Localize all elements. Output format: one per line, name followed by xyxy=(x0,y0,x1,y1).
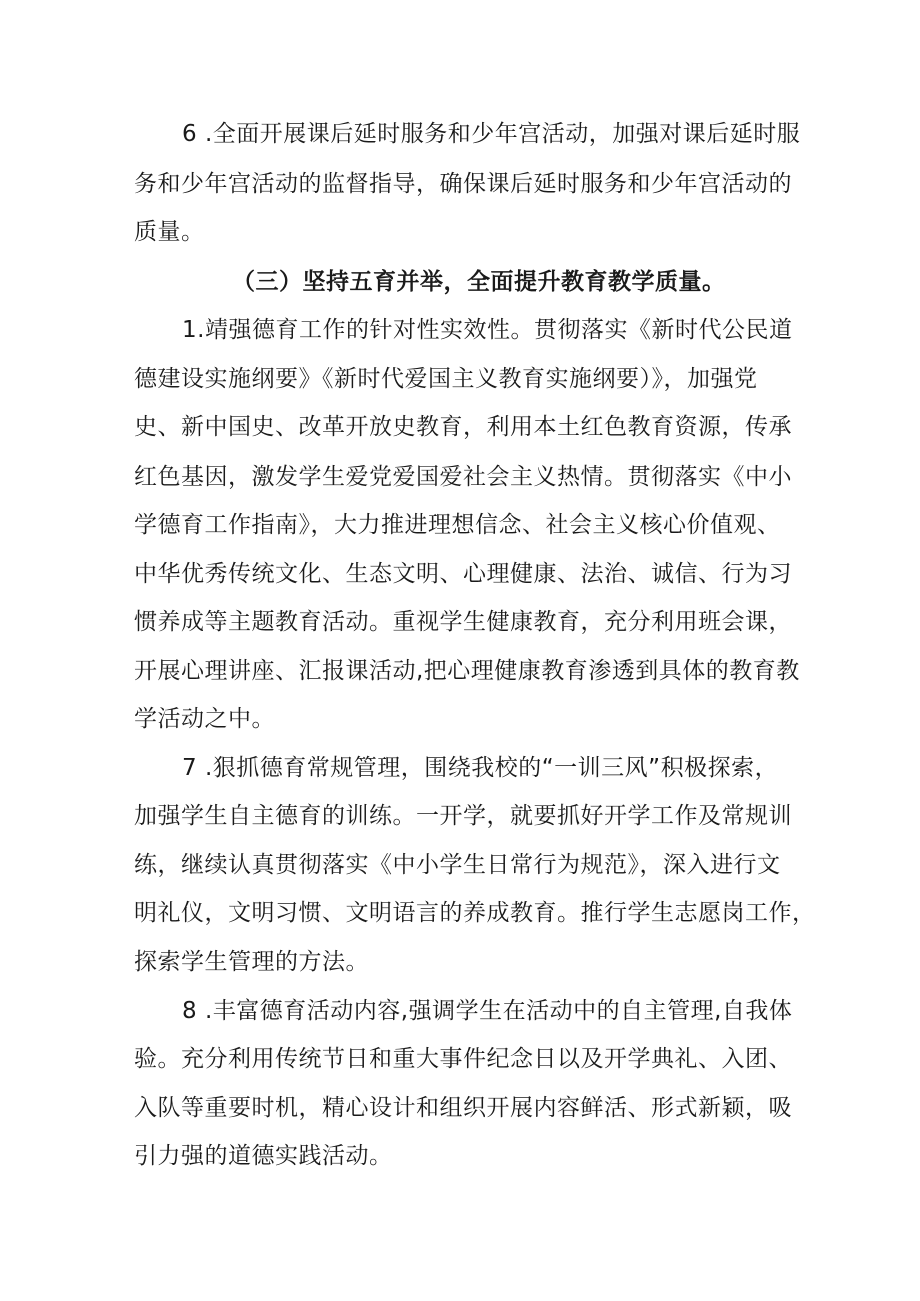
paragraph-7-line-5: 探索学生管理的方法。 xyxy=(134,949,369,975)
paragraph-7-line-1: 7 .狠抓德育常规管理，围绕我校的“一训三风”积极探索， xyxy=(182,755,779,781)
paragraph-7-line-3: 练，继续认真贯彻落实《中小学生日常行为规范》，深入进行文 xyxy=(134,852,781,878)
paragraph-6-line-1: 6 .全面开展课后延时服务和少年宫活动，加强对课后延时服 xyxy=(182,121,801,147)
paragraph-1-line-4: 红色基因，激发学生爱党爱国爱社会主义热情。贯彻落实《中小 xyxy=(134,464,792,490)
paragraph-6-line-2: 务和少年宫活动的监督指导，确保课后延时服务和少年宫活动的 xyxy=(134,171,792,197)
paragraph-1-line-8: 开展心理讲座、汇报课活动,把心理健康教育渗透到具体的教育教 xyxy=(134,658,800,684)
paragraph-1-line-1: 1.靖强德育工作的针对性实效性。贯彻落实《新时代公民道 xyxy=(182,317,793,343)
paragraph-6-line-3: 质量。 xyxy=(134,219,205,245)
paragraph-1-line-7: 惯养成等主题教育活动。重视学生健康教育，充分利用班会课， xyxy=(134,609,792,635)
section-heading: （三）坚持五育并举，全面提升教育教学质量。 xyxy=(232,269,726,295)
paragraph-1-line-2: 德建设实施纲要》《新时代爱国主义教育实施纲要）》，加强党 xyxy=(134,366,758,392)
paragraph-7-line-4: 明礼仪，文明习惯、文明语言的养成教育。推行学生志愿岗工作， xyxy=(134,900,816,926)
paragraph-8-line-3: 入队等重要时机，精心设计和组织开展内容鲜活、形式新颖，吸 xyxy=(134,1095,792,1121)
paragraph-1-line-5: 学德育工作指南》，大力推进理想信念、社会主义核心价值观、 xyxy=(134,512,781,538)
paragraph-1-line-9: 学活动之中。 xyxy=(134,706,275,732)
paragraph-8-line-1: 8 .丰富德育活动内容,强调学生在活动中的自主管理,自我体 xyxy=(182,998,793,1024)
paragraph-7-line-2: 加强学生自主德育的训练。一开学，就要抓好开学工作及常规训 xyxy=(134,803,792,829)
paragraph-8-line-4: 引力强的道德实践活动。 xyxy=(134,1143,393,1169)
paragraph-8-line-2: 验。充分利用传统节日和重大事件纪念日以及开学典礼、入团、 xyxy=(134,1046,792,1072)
paragraph-1-line-3: 史、新中国史、改革开放史教育，利用本土红色教育资源，传承 xyxy=(134,414,792,440)
paragraph-1-line-6: 中华优秀传统文化、生态文明、心理健康、法治、诚信、行为习 xyxy=(134,561,792,587)
